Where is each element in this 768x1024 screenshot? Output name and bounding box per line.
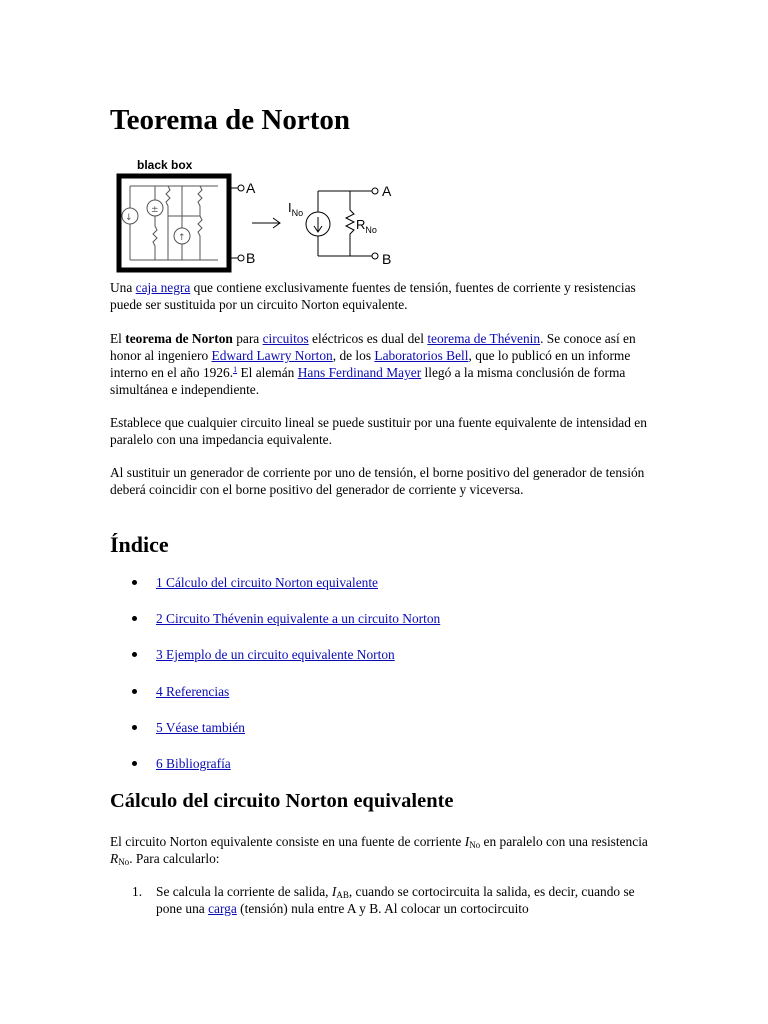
black-box-label-a: A: [246, 180, 256, 196]
bullet-icon: [132, 652, 137, 657]
reference-link[interactable]: 1: [233, 365, 238, 374]
link-hans-ferdinand-mayer[interactable]: Hans Ferdinand Mayer: [297, 365, 422, 380]
toc-heading: Índice: [110, 532, 169, 557]
norton-diagram: [110, 156, 410, 276]
link-edward-lawry-norton[interactable]: Edward Lawry Norton: [211, 348, 333, 363]
svg-text:↑: ↑: [178, 233, 186, 243]
black-box-terminal-b: [238, 255, 244, 261]
norton-terminal-a: [372, 188, 378, 194]
arrow-right-icon: [252, 218, 280, 228]
list-item: 1. Se calcula la corriente de salida, $I_{AB}$, cuando se cortocircuita la salida, es decir, cuando se pone una carga (tensión) nula entre A y B. Al colocar un cortocircuito: [132, 884, 635, 916]
bold-term: teorema de Norton: [125, 331, 233, 346]
bullet-icon: [132, 616, 137, 621]
black-box-terminal-a: [238, 185, 244, 191]
intro-paragraph-2: El teorema de Norton para circuitos eléctricos es dual del teorema de Thévenin. Se conoce así en honor al ingeniero Edward Lawry Norton, de los Laboratorios Bell, que lo publicó en un informe interno en el año 1926.$^1$ El alemán Hans Ferdinand Mayer llegó a la misma conclusión de forma simultánea e independiente.: [110, 331, 636, 397]
link-circuitos[interactable]: circuitos: [262, 331, 309, 346]
black-box-internal-circuit: [122, 186, 218, 260]
norton-terminal-b: [372, 253, 378, 259]
toc-link-5[interactable]: 5 Véase también: [156, 719, 245, 735]
svg-text:±: ±: [151, 205, 159, 215]
svg-text:↓: ↓: [125, 213, 133, 223]
black-box-frame: [119, 176, 229, 270]
bullet-icon: [132, 725, 137, 730]
calculation-steps: [110, 883, 660, 917]
toc-link-6[interactable]: 6 Bibliografía: [156, 755, 231, 771]
bullet-icon: [132, 761, 137, 766]
link-teorema-thevenin[interactable]: teorema de Thévenin: [427, 331, 541, 346]
section1-paragraph: El circuito Norton equivalente consiste en una fuente de corriente $I_{No}$ en paralelo con una resistencia $R_{No}$. Para calcularlo:: [110, 834, 648, 867]
resistor-label: $R_{No}$: [356, 217, 377, 235]
current-source-label: $I_{No}$: [288, 200, 304, 218]
bullet-icon: [132, 580, 137, 585]
toc-link-1[interactable]: 1 Cálculo del circuito Norton equivalente: [156, 575, 378, 590]
section-heading-calculo: Cálculo del circuito Norton equivalente: [110, 790, 454, 812]
black-box-label: black box: [137, 158, 193, 172]
intro-paragraph-1: Una caja negra que contiene exclusivamente fuentes de tensión, fuentes de corriente y resistencias puede ser sustituida por un circuito Norton equivalente.: [110, 280, 636, 312]
link-caja-negra[interactable]: caja negra: [135, 280, 191, 295]
link-carga[interactable]: carga: [208, 901, 237, 916]
norton-label-b: B: [382, 251, 392, 267]
bullet-icon: [132, 689, 137, 694]
link-laboratorios-bell[interactable]: Laboratorios Bell: [374, 348, 469, 363]
intro-paragraph-3: Establece que cualquier circuito lineal se puede sustituir por una fuente equivalente de intensidad en paralelo con una impedancia equivalente.: [110, 415, 647, 447]
toc-link-4[interactable]: 4 Referencias: [156, 683, 230, 699]
intro-paragraph-4: Al sustituir un generador de corriente por uno de tensión, el borne positivo del generador de tensión deberá coincidir con el borne positivo del generador de corriente y viceversa.: [110, 465, 645, 497]
toc-link-2[interactable]: 2 Circuito Thévenin equivalente a un circuito Norton: [156, 611, 441, 627]
black-box-label-b: B: [246, 250, 256, 266]
norton-label-a: A: [382, 183, 392, 199]
page-title: Teorema de Norton: [110, 104, 351, 136]
toc-link-3[interactable]: 3 Ejemplo de un circuito equivalente Norton: [156, 647, 395, 663]
